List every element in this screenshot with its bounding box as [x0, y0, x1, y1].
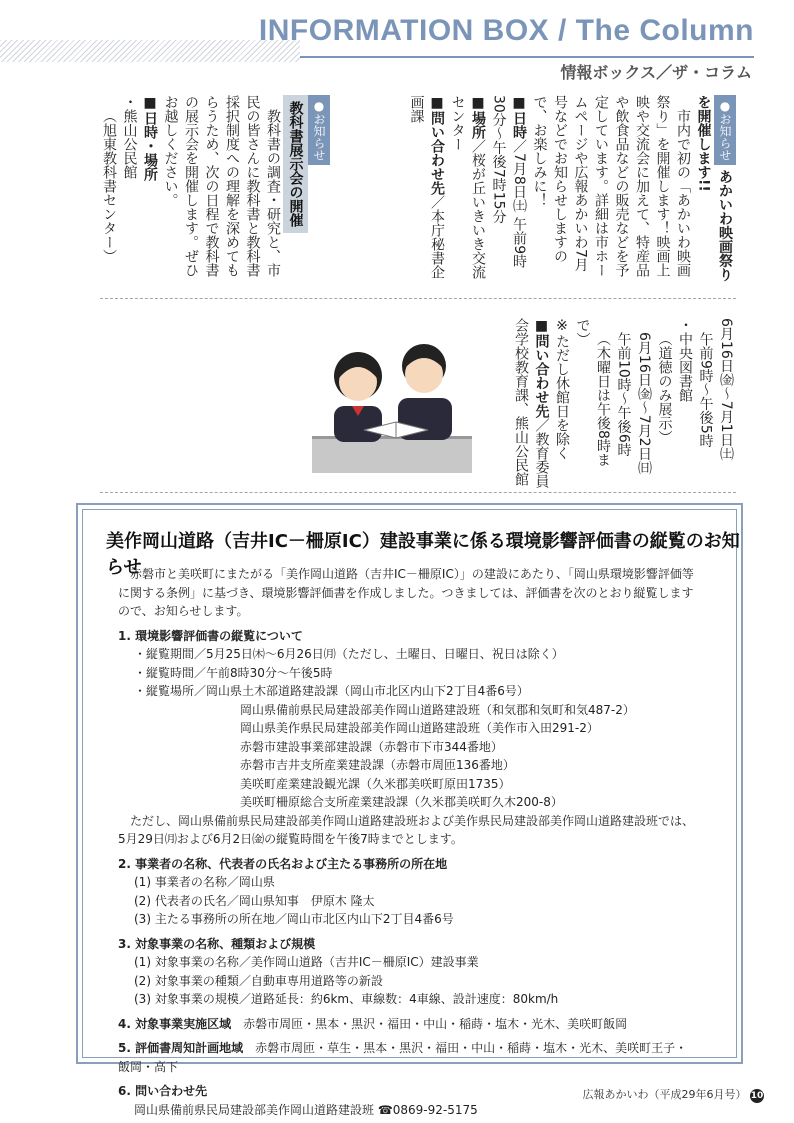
- header-hatch: [0, 40, 300, 62]
- contact-label: ■問い合わせ先: [429, 95, 445, 195]
- section-5: [118, 1039, 698, 1076]
- film-festival-heading: あかいわ映画祭りを開催します!!: [695, 95, 733, 282]
- inspection-place-item: 美咲町柵原総合支所産業建設課（久米郡美咲町久木200-8）: [240, 795, 563, 809]
- contact-label: ■問い合わせ先: [533, 318, 550, 418]
- date-value: ／7月8日㈯ 午前9時30分～午後7時15分: [490, 95, 527, 269]
- inspection-time: ・縦覧時間／午前8時30分～午後5時: [134, 665, 333, 680]
- textbook-exhibition-article: [70, 95, 330, 285]
- section-item: (3) 対象事業の規模／道路延長：約6km、車線数：4車線、設計速度：80km/h: [134, 992, 559, 1006]
- schedule-line: （木曜日は午後8時まで）: [574, 318, 611, 467]
- inspection-period: ・縦覧期間／5月25日㈭～6月26日㈪（ただし、土曜日、日曜日、祝日は除く）: [134, 647, 564, 661]
- section-heading: 3. 対象事業の名称、種類および規模: [118, 936, 316, 951]
- notice-title: 美作岡山道路（吉井IC－柵原IC）建設事業に係る環境影響評価書の縦覧のお知らせ: [106, 531, 740, 578]
- film-festival-article: [408, 95, 736, 285]
- section-heading: 4. 対象事業実施区域: [118, 1016, 232, 1031]
- page-title: INFORMATION BOX / The Column: [258, 14, 754, 47]
- kumayama-label: ・熊山公民館: [121, 95, 138, 179]
- header-rule: [300, 56, 754, 58]
- contact-value: ／教育委員会学校教育課、熊山公民館: [513, 318, 550, 488]
- section-item: (1) 対象事業の名称／美作岡山道路（吉井IC－柵原IC）建設事業: [134, 955, 479, 969]
- page-subtitle: 情報ボックス／ザ・コラム: [560, 63, 752, 82]
- page-number: 10: [750, 1091, 764, 1101]
- date-label: ■日時: [511, 95, 527, 139]
- schedule-line: 午前9時～午後5時: [697, 332, 714, 448]
- section-heading: 6. 問い合わせ先: [118, 1084, 208, 1098]
- schedule-line: 6月16日㈮～7月1日㈯: [718, 318, 734, 461]
- section-item: (2) 対象事業の種類／自動車専用道路等の新設: [134, 973, 383, 988]
- contact-value: 岡山県備前県民局建設部美作岡山道路建設班 ☎0869-92-5175: [134, 1102, 478, 1117]
- students-reading-illustration: [312, 318, 472, 473]
- section-item: (3) 主たる事務所の所在地／岡山市北区内山下2丁目4番6号: [134, 912, 454, 926]
- section-4: [118, 1015, 698, 1034]
- notice-intro: 赤磐市と美咲町にまたがる「美作岡山道路（吉井IC－柵原IC）」の建設にあたり、「岡山県環境影響評価等に関する条例」に基づき、環境影響評価書を作成しました。つきましては、評価書を次のとおり縦覧しますので、お知らせします。: [118, 567, 694, 618]
- schedule-line: （道徳のみ展示）: [656, 332, 673, 444]
- section-value: 赤磐市周匝・黒本・黒沢・福田・中山・稲蒔・塩木・光木、美咲町飯岡: [243, 1016, 628, 1031]
- closed-note: ※ただし休館日を除く: [554, 318, 570, 460]
- inspection-place-item: 美咲町産業建設観光課（久米郡美咲町原田1735）: [240, 776, 511, 791]
- divider: [100, 298, 736, 299]
- inspection-place-item: 赤磐市建設事業部建設課（赤磐市下市344番地）: [240, 739, 503, 754]
- inspection-note: ただし、岡山県備前県民局建設部美作岡山道路建設班および美作県民局建設部美作岡山道路建設班では、5月29日㈪および6月2日㈮の縦覧時間を午後7時までとします。: [118, 813, 695, 846]
- inspection-place: ・縦覧場所／岡山県土木部道路建設課（岡山市北区内山下2丁目4番6号）: [134, 684, 529, 698]
- date-place-label: ■日時・場所: [142, 95, 158, 181]
- notice-tag: ●お知らせ: [308, 95, 331, 165]
- inspection-place-item: 赤磐市吉井支所産業建設課（赤磐市周匝136番地）: [240, 758, 515, 772]
- section-item: (1) 事業者の名称／岡山県: [134, 875, 275, 889]
- place-value: ／桜が丘いきいき交流センター: [449, 95, 486, 279]
- footer-text: 広報あかいわ（平成29年6月号）: [582, 1088, 747, 1101]
- section-heading: 2. 事業者の名称、代表者の氏名および主たる事務所の所在地: [118, 856, 448, 871]
- notice-tag: ●お知らせ: [714, 95, 737, 165]
- place-label: ■場所: [470, 95, 486, 139]
- notice-body: [118, 565, 698, 1119]
- section-heading: 5. 評価書周知計画地域: [118, 1041, 244, 1055]
- textbook-body: 教科書の調査・研究と、市民の皆さんに教科書と教科書採択制度への理解を深めてもらうため、次の日程で教科書の展示会を開催します。ぜひお越しください。: [162, 95, 281, 277]
- inspection-place-item: 岡山県美作県民局建設部美作岡山道路建設班（美作市入田291-2）: [240, 721, 599, 735]
- footer: [583, 1086, 765, 1103]
- divider: [100, 492, 736, 493]
- textbook-heading: 教科書展示会の開催: [283, 95, 308, 233]
- inspection-place-item: 岡山県備前県民局建設部美作岡山道路建設班（和気郡和気町和気487-2）: [240, 702, 635, 717]
- schedule-line: 6月16日㈮～7月2日㈰: [636, 332, 652, 475]
- section-heading: 1. 環境影響評価書の縦覧について: [118, 628, 303, 643]
- section-item: (2) 代表者の氏名／岡山県知事 伊原木 隆太: [134, 893, 375, 908]
- schedule-line: 午前10時～午後6時: [615, 332, 632, 457]
- textbook-schedule: [513, 318, 736, 488]
- film-festival-body: 市内で初の「あかいわ映画祭り」を開催します！映画上映や交流会に加えて、特産品や飲食品などの販売などを予定しています。詳細は市ホームページや広報あかいわ7月号などでお知らせしますので、お楽しみに！: [531, 95, 691, 277]
- contact-value: ／本庁秘書企画課: [408, 95, 445, 279]
- kumayama-sub: （旭東教科書センター）: [101, 109, 117, 263]
- schedule-line: ・中央図書館: [677, 318, 693, 402]
- section-value: 赤磐市周匝・草生・黒本・黒沢・福田・中山・稲蒔・塩木・光木、美咲町王子・飯岡・高下: [118, 1041, 688, 1074]
